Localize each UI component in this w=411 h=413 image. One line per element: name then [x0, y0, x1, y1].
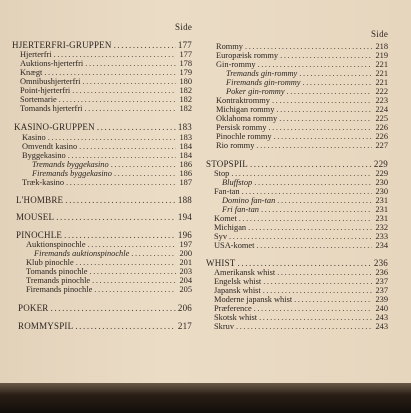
entry-title: Hjerterfri: [20, 50, 52, 59]
entry-page-number: 200: [179, 249, 192, 258]
entry-page-number: 182: [179, 86, 192, 95]
entry-page-number: 243: [375, 322, 388, 331]
dot-leader: [254, 178, 372, 187]
left-column-entry: [20, 59, 192, 68]
entry-page-number: 226: [375, 132, 388, 141]
entry-page-number: 217: [177, 322, 192, 331]
dot-leader: [75, 322, 176, 331]
left-column-entry: [22, 178, 192, 187]
dot-leader: [65, 196, 176, 205]
entry-title: Europæisk rommy: [216, 51, 279, 60]
dot-leader: [76, 258, 176, 267]
dot-leader: [280, 51, 372, 60]
dot-leader: [256, 141, 372, 150]
right-column-entry: [214, 169, 388, 178]
right-column-entry: [214, 277, 388, 286]
dot-leader: [294, 295, 372, 304]
entry-page-number: 231: [375, 214, 388, 223]
right-column-entry: [222, 178, 388, 187]
right-column-entry: [214, 214, 388, 223]
right-column-entry: [214, 322, 388, 331]
entry-page-number: 223: [375, 96, 388, 105]
entry-page-number: 204: [179, 276, 192, 285]
dot-leader: [131, 249, 176, 258]
entry-page-number: 179: [179, 68, 192, 77]
left-column-entry: [26, 267, 192, 276]
right-column-entry: [216, 141, 388, 150]
entry-page-number: 177: [177, 41, 192, 50]
entry-title: Auktionspinochle: [26, 240, 86, 249]
dot-leader: [277, 268, 372, 277]
dot-leader: [85, 59, 176, 68]
entry-title: Moderne japansk whist: [214, 295, 293, 304]
right-column-entry: [226, 69, 388, 78]
entry-title: STOPSPIL: [206, 160, 248, 169]
left-column-entry: [26, 240, 192, 249]
entry-title: POKER: [18, 304, 49, 313]
entry-title: HJERTERFRI-GRUPPEN: [12, 41, 112, 50]
entry-page-number: 230: [375, 178, 388, 187]
entry-page-number: 221: [375, 69, 388, 78]
entry-page-number: 232: [375, 223, 388, 232]
dot-leader: [97, 123, 176, 132]
left-column-entry: [26, 258, 192, 267]
entry-title: Firemands auktionspinochle: [34, 249, 130, 258]
left-column-entry: [20, 68, 192, 77]
entry-page-number: 224: [375, 105, 388, 114]
right-column-entry: [214, 286, 388, 295]
dot-leader: [72, 86, 176, 95]
dot-leader: [299, 69, 372, 78]
entry-page-number: 182: [179, 95, 192, 104]
entry-title: Klub pinochle: [26, 258, 74, 267]
dot-leader: [82, 77, 176, 86]
right-column-entry: [216, 42, 388, 51]
right-column-entry: [216, 114, 388, 123]
entry-title: Stop: [214, 169, 230, 178]
entry-page-number: 229: [373, 160, 388, 169]
entry-title: Gin-rommy: [216, 60, 256, 69]
left-column-entry: [20, 95, 192, 104]
entry-title: Knægt: [20, 68, 43, 77]
right-column-entry: [214, 241, 388, 250]
right-column-entry: [214, 187, 388, 196]
entry-title: Tremands pinochle: [26, 276, 91, 285]
entry-title: ROMMYSPIL: [18, 322, 74, 331]
dot-leader: [263, 286, 372, 295]
entry-title: Tomands hjerterfri: [20, 104, 83, 113]
entry-title: Rio rommy: [216, 141, 255, 150]
entry-title: Byggekasino: [22, 151, 66, 160]
dot-leader: [279, 114, 372, 123]
right-column-entry: [206, 259, 388, 268]
dot-leader: [68, 151, 176, 160]
left-column-entry: [26, 276, 192, 285]
entry-page-number: 203: [179, 267, 192, 276]
right-column-entry: [216, 51, 388, 60]
right-column-entry: [216, 105, 388, 114]
entry-title: Omvendt kasino: [22, 142, 78, 151]
entry-page-number: 227: [375, 141, 388, 150]
dot-leader: [276, 105, 372, 114]
entry-title: Rommy: [216, 42, 243, 51]
entry-page-number: 201: [179, 258, 192, 267]
dot-leader: [231, 169, 372, 178]
entry-title: Fan-tan: [214, 187, 240, 196]
entry-page-number: 221: [375, 60, 388, 69]
dot-leader: [56, 213, 176, 222]
dot-leader: [259, 313, 372, 322]
entry-page-number: 240: [375, 304, 388, 313]
left-column-entry: [16, 213, 192, 222]
dot-leader: [111, 160, 176, 169]
dot-leader: [79, 142, 176, 151]
dot-leader: [242, 187, 372, 196]
entry-page-number: 243: [375, 313, 388, 322]
entry-page-number: 237: [375, 286, 388, 295]
dot-leader: [303, 78, 372, 87]
entry-page-number: 231: [375, 196, 388, 205]
left-column-entry: [22, 142, 192, 151]
dot-leader: [239, 214, 372, 223]
right-column-entry: [216, 96, 388, 105]
dot-leader: [66, 178, 176, 187]
entry-page-number: 219: [375, 51, 388, 60]
left-column-entry: [20, 50, 192, 59]
entry-title: Michigan rommy: [216, 105, 275, 114]
entry-title: Komet: [214, 214, 237, 223]
entry-title: Sortemarie: [20, 95, 57, 104]
dot-leader: [114, 41, 176, 50]
entry-title: Kontraktrommy: [216, 96, 270, 105]
entry-title: Tomands pinochle: [26, 267, 88, 276]
entry-title: Pinochle rommy: [216, 132, 272, 141]
dot-leader: [261, 205, 372, 214]
entry-title: Firemands byggekasino: [32, 169, 112, 178]
right-column-entry: [216, 60, 388, 69]
entry-title: Tremands byggekasino: [32, 160, 109, 169]
left-column-entry: [18, 322, 192, 331]
right-column-entry: [214, 313, 388, 322]
right-column-entry: [222, 196, 388, 205]
entry-title: Fri fan-tan: [222, 205, 259, 214]
right-column-entry: [214, 268, 388, 277]
entry-title: KASINO-GRUPPEN: [14, 123, 95, 132]
dot-leader: [287, 87, 372, 96]
page-shadow: [0, 383, 411, 413]
entry-title: Poker gin-rommy: [226, 87, 285, 96]
dot-leader: [245, 42, 372, 51]
entry-title: Firemands pinochle: [26, 285, 93, 294]
dot-leader: [51, 304, 176, 313]
entry-page-number: 229: [375, 169, 388, 178]
entry-title: Tremands gin-rommy: [226, 69, 298, 78]
entry-title: Oklahoma rommy: [216, 114, 278, 123]
right-column-entry: [226, 87, 388, 96]
entry-title: USA-komet: [214, 241, 255, 250]
dot-leader: [48, 133, 176, 142]
entry-title: Præference: [214, 304, 252, 313]
entry-page-number: 231: [375, 205, 388, 214]
entry-title: L'HOMBRE: [16, 196, 64, 205]
right-column-entry: [214, 232, 388, 241]
entry-page-number: 239: [375, 295, 388, 304]
page-column-header-right: Side: [371, 29, 389, 39]
dot-leader: [88, 240, 176, 249]
right-column-entry: [206, 160, 388, 169]
dot-leader: [114, 169, 176, 178]
entry-page-number: 226: [375, 123, 388, 132]
entry-page-number: 184: [179, 151, 192, 160]
entry-page-number: 183: [179, 133, 192, 142]
left-column-entry: [32, 160, 192, 169]
entry-page-number: 236: [373, 259, 388, 268]
right-column-entry: [214, 304, 388, 313]
left-column-entry: [14, 123, 192, 132]
left-column-entry: [18, 304, 192, 313]
dot-leader: [250, 160, 372, 169]
dot-leader: [248, 223, 372, 232]
page-column-header-left: Side: [175, 22, 193, 32]
entry-title: Amerikansk whist: [214, 268, 276, 277]
entry-title: Auktions-hjerterfri: [20, 59, 84, 68]
entry-page-number: 206: [177, 304, 192, 313]
entry-page-number: 205: [179, 285, 192, 294]
entry-page-number: 194: [177, 213, 192, 222]
entry-page-number: 225: [375, 114, 388, 123]
left-column-entry: [26, 285, 192, 294]
dot-leader: [272, 96, 372, 105]
left-column-entry: [32, 169, 192, 178]
left-column-entry: [22, 133, 192, 142]
left-column-entry: [16, 196, 192, 205]
entry-title: Skotsk whist: [214, 313, 258, 322]
entry-page-number: 182: [179, 104, 192, 113]
left-column-entry: [12, 41, 192, 50]
dot-leader: [277, 196, 372, 205]
entry-title: Skruv: [214, 322, 235, 331]
dot-leader: [54, 50, 176, 59]
right-column-entry: [214, 223, 388, 232]
dot-leader: [274, 132, 372, 141]
dot-leader: [236, 322, 372, 331]
dot-leader: [229, 232, 372, 241]
entry-title: Michigan: [214, 223, 247, 232]
entry-title: Firemands gin-rommy: [226, 78, 301, 87]
left-column-entry: [16, 231, 192, 240]
entry-page-number: 233: [375, 232, 388, 241]
entry-title: Engelsk whist: [214, 277, 262, 286]
entry-title: PINOCHLE: [16, 231, 63, 240]
dot-leader: [59, 95, 176, 104]
right-column-entry: [222, 205, 388, 214]
dot-leader: [254, 304, 372, 313]
entry-page-number: 230: [375, 187, 388, 196]
entry-page-number: 186: [179, 160, 192, 169]
dot-leader: [238, 259, 372, 268]
dot-leader: [258, 60, 372, 69]
entry-title: Japansk whist: [214, 286, 261, 295]
dot-leader: [256, 241, 372, 250]
dot-leader: [268, 123, 372, 132]
entry-title: Omnibushjerterfri: [20, 77, 81, 86]
left-column-entry: [22, 151, 192, 160]
dot-leader: [90, 267, 176, 276]
entry-title: Syv: [214, 232, 228, 241]
entry-title: Træk-kasino: [22, 178, 65, 187]
entry-page-number: 186: [179, 169, 192, 178]
entry-page-number: 221: [375, 78, 388, 87]
entry-page-number: 177: [179, 50, 192, 59]
entry-page-number: 236: [375, 268, 388, 277]
entry-page-number: 187: [179, 178, 192, 187]
dot-leader: [44, 68, 176, 77]
entry-title: WHIST: [206, 259, 236, 268]
entry-title: Persisk rommy: [216, 123, 267, 132]
dot-leader: [84, 104, 176, 113]
entry-title: Point-hjerterfri: [20, 86, 71, 95]
left-column-entry: [20, 77, 192, 86]
entry-page-number: 222: [375, 87, 388, 96]
dot-leader: [263, 277, 372, 286]
entry-title: Domino fan-tan: [222, 196, 276, 205]
entry-title: MOUSEL: [16, 213, 55, 222]
dot-leader: [94, 285, 176, 294]
right-column-entry: [214, 295, 388, 304]
entry-page-number: 196: [177, 231, 192, 240]
entry-page-number: 180: [179, 77, 192, 86]
left-column-entry: [20, 86, 192, 95]
entry-page-number: 218: [375, 42, 388, 51]
left-column-entry: [34, 249, 192, 258]
entry-page-number: 184: [179, 142, 192, 151]
left-column-entry: [20, 104, 192, 113]
entry-page-number: 234: [375, 241, 388, 250]
dot-leader: [64, 231, 176, 240]
dot-leader: [92, 276, 176, 285]
entry-page-number: 178: [179, 59, 192, 68]
entry-page-number: 183: [177, 123, 192, 132]
entry-title: Bluffstop: [222, 178, 253, 187]
entry-page-number: 188: [177, 196, 192, 205]
entry-page-number: 237: [375, 277, 388, 286]
entry-title: Kasino: [22, 133, 46, 142]
right-column-entry: [226, 78, 388, 87]
right-column-entry: [216, 132, 388, 141]
right-column-entry: [216, 123, 388, 132]
entry-page-number: 197: [179, 240, 192, 249]
